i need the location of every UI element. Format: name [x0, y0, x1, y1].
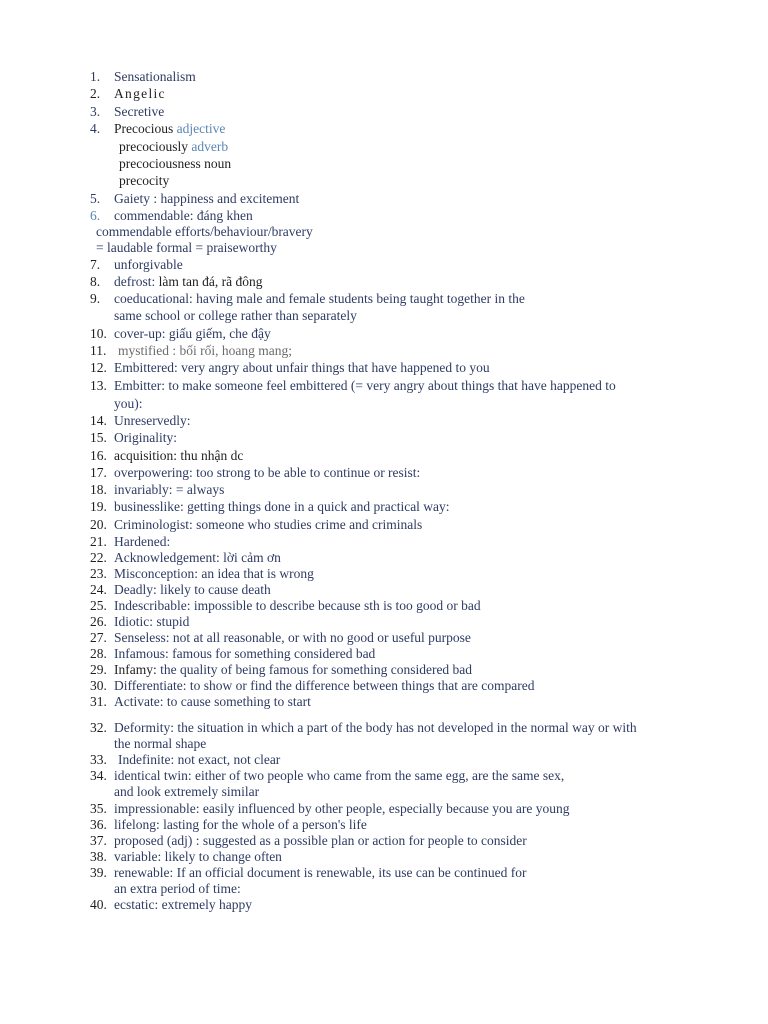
item-number: 34. — [90, 768, 107, 783]
item-text: precocity — [119, 173, 170, 188]
item-definition: the quality of being famous for something considered bad — [160, 662, 473, 677]
item-number: 38. — [90, 849, 107, 864]
item-text: lifelong: lasting for the whole of a person's life — [114, 817, 367, 832]
item-text: you): — [114, 396, 143, 411]
item-text: precociousness noun — [119, 156, 232, 171]
item-number: 32. — [90, 720, 107, 735]
item-text: Hardened: — [114, 534, 171, 549]
item-text: acquisition: thu nhận dc — [114, 448, 244, 463]
item-text — [119, 139, 228, 155]
item-number: 20. — [90, 517, 107, 532]
item-text — [114, 121, 225, 137]
item-text: Acknowledgement: lời cảm ơn — [114, 550, 281, 565]
item-number: 14. — [90, 413, 107, 428]
item-number: 15. — [90, 430, 107, 445]
item-word: precociously — [119, 139, 188, 154]
item-number: 37. — [90, 833, 107, 848]
item-text: unforgivable — [114, 257, 183, 272]
item-number: 28. — [90, 646, 107, 661]
item-number: 12. — [90, 360, 107, 375]
item-text: Unreservedly: — [114, 413, 191, 428]
item-text: overpowering: too strong to be able to continue or resist: — [114, 465, 421, 480]
item-text: variable: likely to change often — [114, 849, 282, 864]
item-text: Idiotic: stupid — [114, 614, 190, 629]
item-text: ecstatic: extremely happy — [114, 897, 252, 912]
item-number: 25. — [90, 598, 107, 613]
item-text: renewable: If an official document is renewable, its use can be continued for — [114, 865, 527, 880]
item-number: 16. — [90, 448, 107, 463]
item-number: 21. — [90, 534, 107, 549]
item-text: an extra period of time: — [114, 881, 241, 896]
item-text: Infamous: famous for something considered bad — [114, 646, 376, 661]
item-text: Gaiety : happiness and excitement — [114, 191, 300, 206]
item-text: Indescribable: impossible to describe because sth is too good or bad — [114, 598, 481, 613]
item-text: invariably: = always — [114, 482, 225, 497]
item-number: 18. — [90, 482, 107, 497]
item-number: 23. — [90, 566, 107, 581]
item-text: Senseless: not at all reasonable, or with no good or useful purpose — [114, 630, 471, 645]
item-text: Misconception: an idea that is wrong — [114, 566, 314, 581]
item-number: 1. — [90, 69, 101, 84]
item-text: Differentiate: to show or find the difference between things that are compared — [114, 678, 535, 693]
item-number: 26. — [90, 614, 107, 629]
item-text: commendable efforts/behaviour/bravery — [96, 224, 313, 239]
item-text: same school or college rather than separately — [114, 308, 357, 323]
item-text: commendable: đáng khen — [114, 208, 253, 223]
item-text: coeducational: having male and female students being taught together in the — [114, 291, 525, 306]
item-number: 40. — [90, 897, 107, 912]
item-text: and look extremely similar — [114, 784, 260, 799]
item-number: 13. — [90, 378, 107, 393]
item-number: 10. — [90, 326, 107, 341]
item-number: 33. — [90, 752, 107, 767]
item-word: Precocious — [114, 121, 174, 136]
item-number: 27. — [90, 630, 107, 645]
item-term: defrost: — [114, 274, 156, 289]
item-number: 30. — [90, 678, 107, 693]
item-number: 31. — [90, 694, 107, 709]
item-term: Infamy: — [114, 662, 157, 677]
item-text: cover-up: giấu giếm, che đậy — [114, 326, 271, 341]
item-part-of-speech: adverb — [191, 139, 229, 154]
item-text: businesslike: getting things done in a quick and practical way: — [114, 499, 450, 514]
item-text: identical twin: either of two people who came from the same egg, are the same sex, — [114, 768, 565, 783]
item-number: 24. — [90, 582, 107, 597]
item-number: 39. — [90, 865, 107, 880]
item-text: = laudable formal = praiseworthy — [96, 240, 277, 255]
item-text: Originality: — [114, 430, 177, 445]
item-part-of-speech: adjective — [176, 121, 226, 136]
item-number: 19. — [90, 499, 107, 514]
item-text: proposed (adj) : suggested as a possible plan or action for people to consider — [114, 833, 527, 848]
item-text — [114, 662, 472, 678]
item-text: Embittered: very angry about unfair things that have happened to you — [114, 360, 490, 375]
item-number: 22. — [90, 550, 107, 565]
item-number: 6. — [90, 208, 101, 223]
item-text: Activate: to cause something to start — [114, 694, 311, 709]
item-text: Criminologist: someone who studies crime and criminals — [114, 517, 423, 532]
item-text: Indefinite: not exact, not clear — [118, 752, 281, 767]
item-text: Sensationalism — [114, 69, 196, 84]
item-number: 4. — [90, 121, 101, 136]
item-number: 7. — [90, 257, 101, 272]
item-number: 11. — [90, 343, 107, 358]
item-number: 35. — [90, 801, 107, 816]
item-number: 5. — [90, 191, 101, 206]
item-text: Angelic — [114, 86, 166, 101]
item-number: 9. — [90, 291, 101, 306]
item-number: 29. — [90, 662, 107, 677]
item-definition: làm tan đá, rã đông — [158, 274, 263, 289]
item-text: Embitter: to make someone feel embittered (= very angry about things that have happened to — [114, 378, 616, 393]
item-text: Secretive — [114, 104, 165, 119]
item-number: 36. — [90, 817, 107, 832]
item-text — [114, 274, 262, 290]
item-number: 2. — [90, 86, 101, 101]
item-text: impressionable: easily influenced by other people, especially because you are young — [114, 801, 570, 816]
item-text: the normal shape — [114, 736, 207, 751]
item-text: Deformity: the situation in which a part of the body has not developed in the normal way or with — [114, 720, 637, 735]
item-text: mystified : bối rối, hoang mang; — [118, 343, 292, 358]
item-number: 8. — [90, 274, 101, 289]
item-number: 3. — [90, 104, 101, 119]
item-text: Deadly: likely to cause death — [114, 582, 271, 597]
item-number: 17. — [90, 465, 107, 480]
